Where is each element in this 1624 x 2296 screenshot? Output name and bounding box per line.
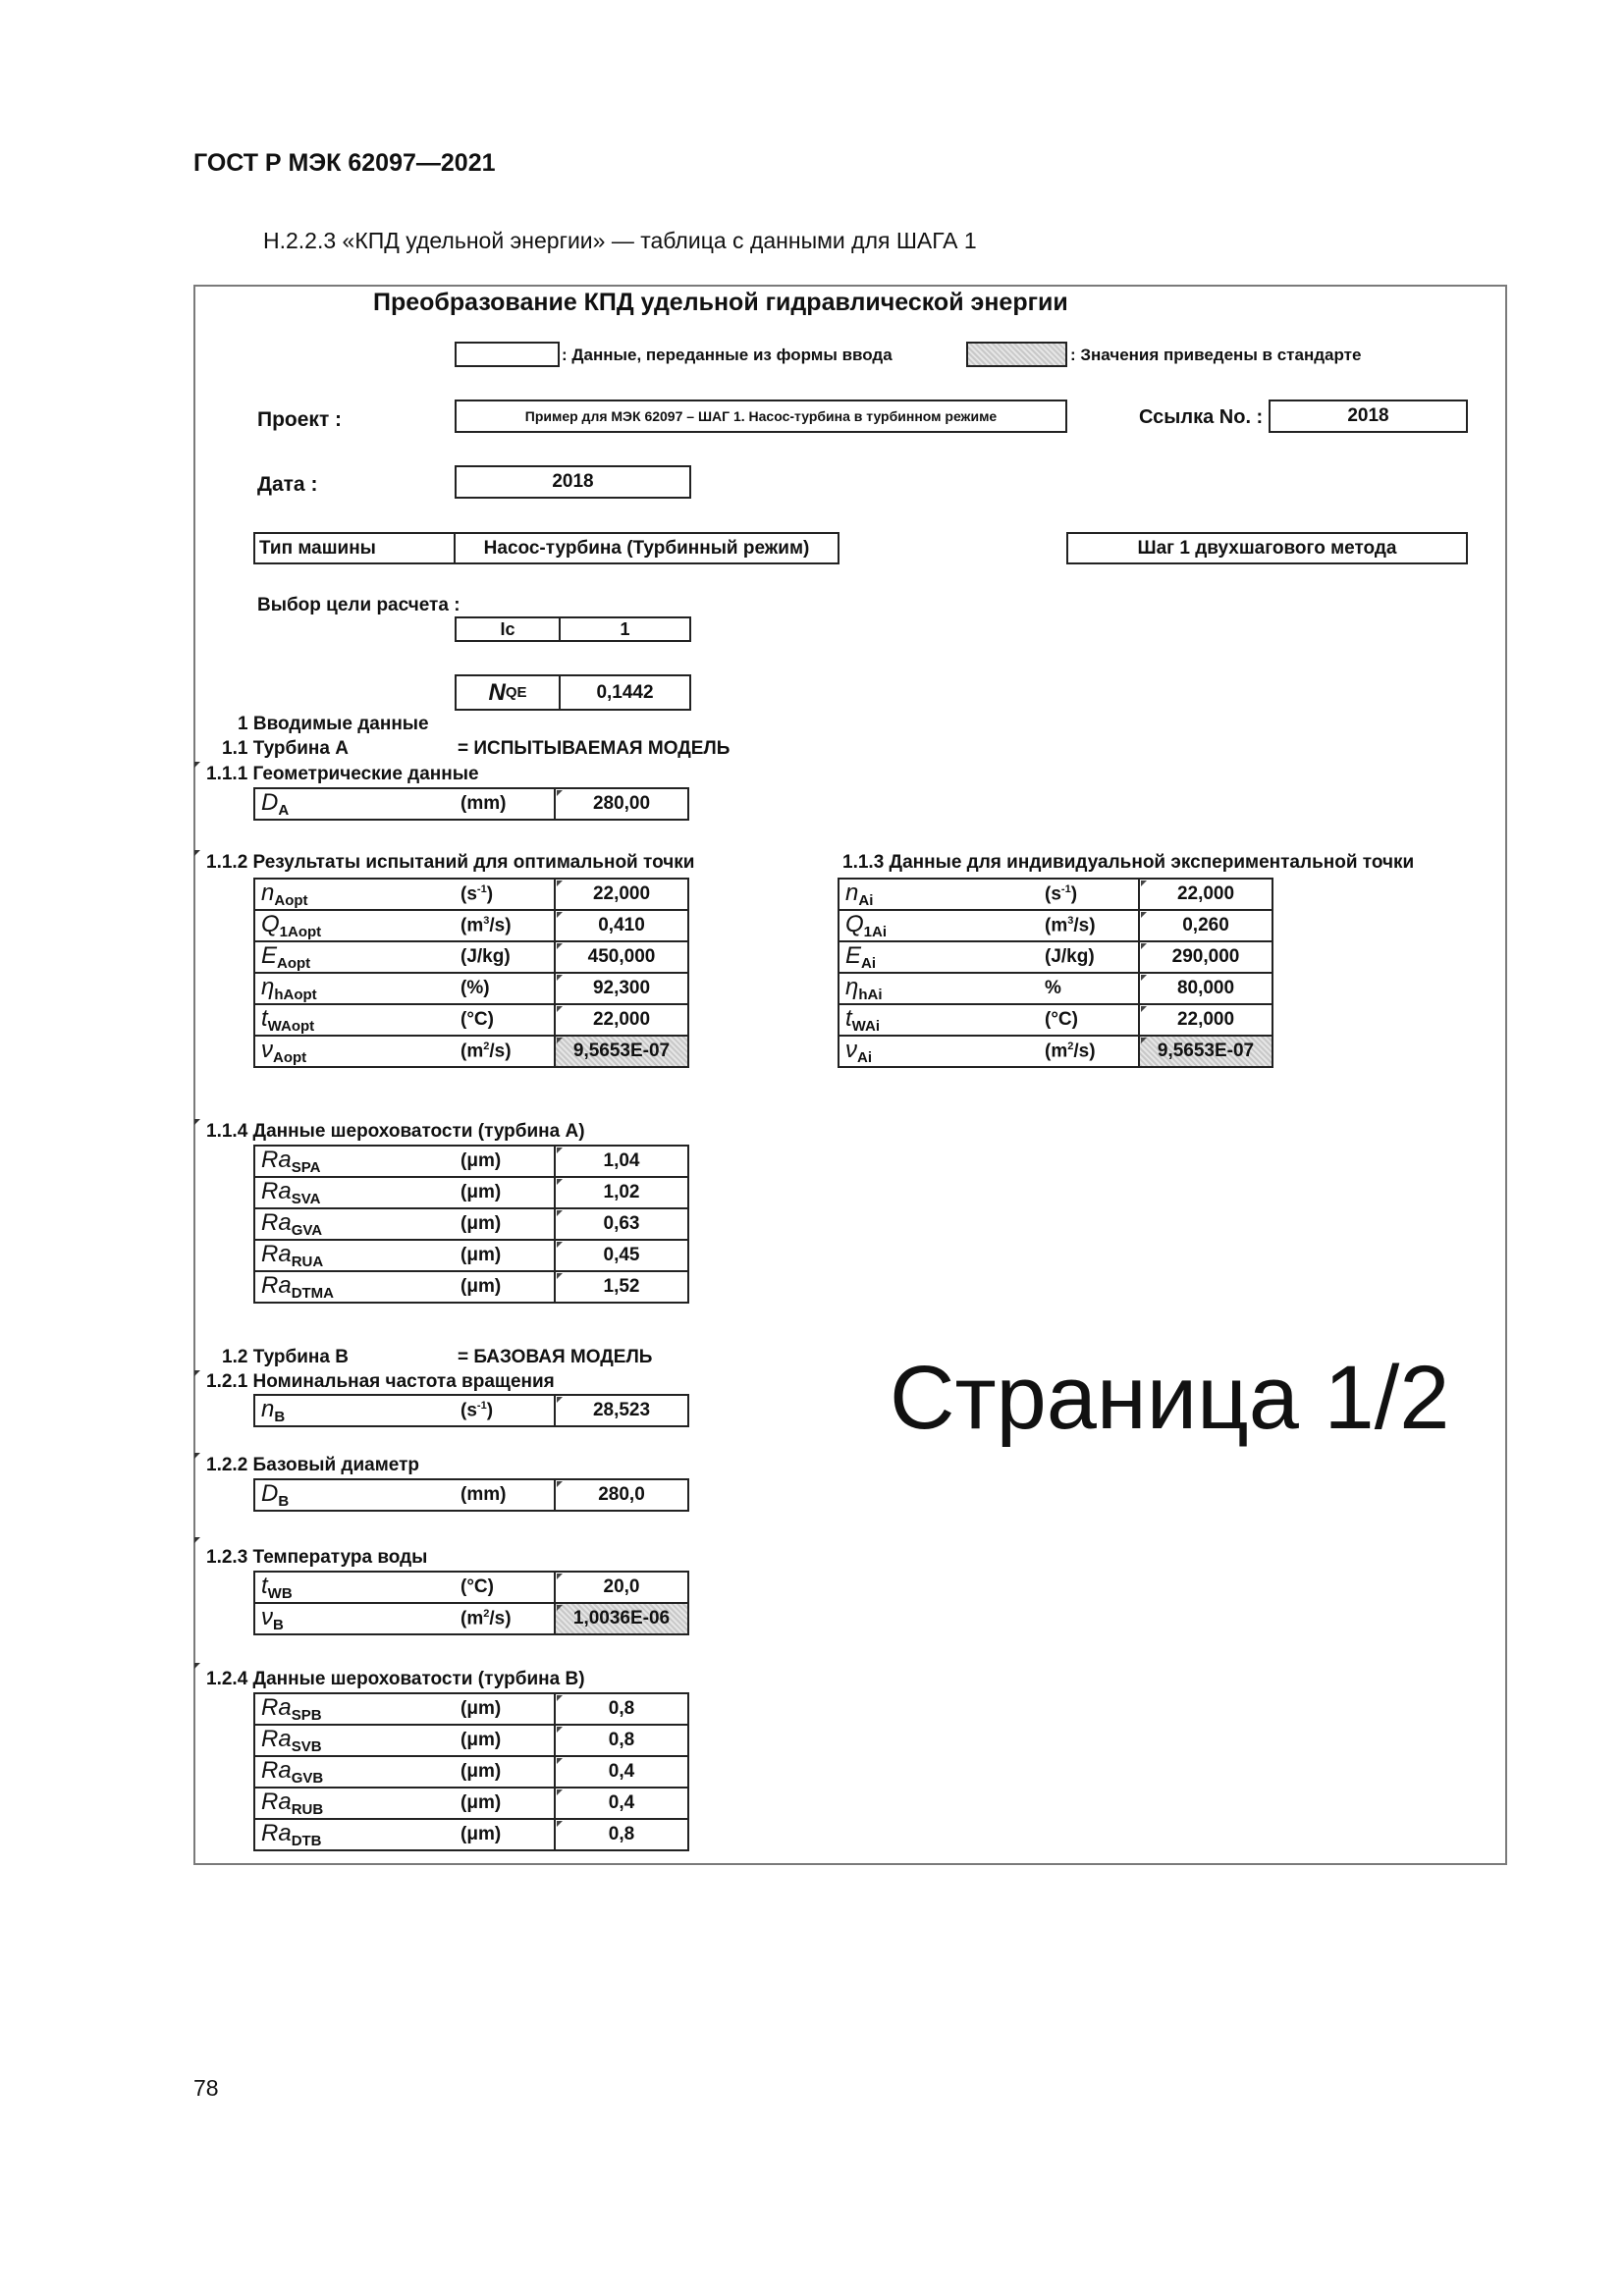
param-symbol <box>254 879 455 910</box>
geometry-table <box>253 787 689 821</box>
section-1-1-2: 1.1.2 Результаты испытаний для оптимальной точки <box>206 852 695 873</box>
param-value[interactable]: 1,0036E-06 <box>555 1603 688 1634</box>
param-unit: $(m^2/s)$ <box>1039 1036 1139 1067</box>
section-1-1-3: 1.1.3 Данные для индивидуальной экспериментальной точки <box>842 852 1415 873</box>
param-value[interactable]: 0,260 <box>1139 910 1272 941</box>
reference-field[interactable]: 2018 <box>1269 400 1468 433</box>
machine-type-label: Тип машины <box>253 532 456 564</box>
param-unit: $(m^3/s)$ <box>455 910 555 941</box>
table-row <box>254 1572 688 1603</box>
goal-value[interactable]: 1 <box>559 616 691 642</box>
param-symbol <box>254 1572 455 1603</box>
param-symbol-letter: Ra <box>261 1820 292 1846</box>
param-symbol <box>254 1240 455 1271</box>
comment-marker <box>194 1119 200 1125</box>
optimum-point-table <box>253 878 689 1068</box>
param-symbol-sub: WB <box>267 1585 293 1602</box>
param-symbol <box>839 941 1039 973</box>
param-value[interactable]: 20,0 <box>555 1572 688 1603</box>
param-symbol-sub: B <box>278 1493 290 1510</box>
param-unit: (μm) <box>455 1177 555 1208</box>
param-symbol-sub: B <box>273 1617 284 1633</box>
param-symbol-letter: ν <box>261 1037 273 1063</box>
param-symbol-sub: 1Aopt <box>279 924 322 940</box>
method-step-field[interactable]: Шаг 1 двухшагового метода <box>1066 532 1468 564</box>
date-field[interactable]: 2018 <box>455 465 691 499</box>
param-value[interactable]: 290,000 <box>1139 941 1272 973</box>
param-symbol <box>839 1036 1039 1067</box>
param-value[interactable]: 9,5653E-07 <box>1139 1036 1272 1067</box>
param-unit: $(m^2/s)$ <box>455 1036 555 1067</box>
table-row <box>839 1036 1272 1067</box>
param-symbol-letter: Ra <box>261 1694 292 1721</box>
param-symbol <box>254 1479 455 1511</box>
param-value[interactable]: 0,410 <box>555 910 688 941</box>
param-value[interactable]: 0,4 <box>555 1756 688 1788</box>
param-symbol-sub: SVA <box>291 1191 321 1207</box>
section-1-2: 1.2 Турбина В <box>222 1347 349 1367</box>
project-field[interactable]: Пример для МЭК 62097 – ШАГ 1. Насос-турбина в турбинном режиме <box>455 400 1067 433</box>
legend-standard-swatch <box>966 342 1067 367</box>
table-row <box>254 1036 688 1067</box>
param-symbol <box>254 1146 455 1177</box>
param-symbol <box>254 1004 455 1036</box>
param-symbol <box>254 1756 455 1788</box>
param-value[interactable]: 0,4 <box>555 1788 688 1819</box>
param-symbol <box>254 1271 455 1303</box>
goal-label: Выбор цели расчета : <box>257 595 460 615</box>
param-unit: (μm) <box>455 1146 555 1177</box>
param-unit: (μm) <box>455 1788 555 1819</box>
param-symbol-sub: Ai <box>858 892 874 909</box>
param-symbol-letter: n <box>845 880 859 906</box>
table-row <box>254 1788 688 1819</box>
nqe-value[interactable]: 0,1442 <box>559 674 691 711</box>
section-1-2-1: 1.2.1 Номинальная частота вращения <box>206 1371 555 1392</box>
param-value[interactable]: 280,00 <box>555 788 688 820</box>
table-row <box>839 973 1272 1004</box>
param-unit: (μm) <box>455 1693 555 1725</box>
param-symbol-sub: WAi <box>851 1018 881 1035</box>
param-unit: $(s^{-1})$ <box>1039 879 1139 910</box>
param-symbol <box>839 910 1039 941</box>
param-unit: $(m^2/s)$ <box>455 1603 555 1634</box>
table-row <box>839 941 1272 973</box>
param-symbol-sub: hAi <box>858 987 883 1003</box>
param-symbol <box>254 1395 455 1426</box>
param-symbol <box>254 1208 455 1240</box>
param-symbol-letter: D <box>261 789 279 816</box>
table-row <box>839 910 1272 941</box>
section-1-2-2: 1.2.2 Базовый диаметр <box>206 1455 420 1475</box>
machine-type-field[interactable]: Насос-турбина (Турбинный режим) <box>454 532 839 564</box>
table-row <box>254 973 688 1004</box>
table-row <box>254 910 688 941</box>
param-unit: $(s^{-1})$ <box>455 1395 555 1426</box>
param-symbol-letter: ν <box>261 1604 273 1630</box>
param-symbol-letter: Ra <box>261 1789 292 1815</box>
document-header: ГОСТ Р МЭК 62097—2021 <box>193 149 496 177</box>
param-symbol <box>839 879 1039 910</box>
param-unit: (°C) <box>455 1004 555 1036</box>
param-symbol <box>254 1819 455 1850</box>
param-value[interactable]: 0,8 <box>555 1693 688 1725</box>
param-value[interactable]: 1,52 <box>555 1271 688 1303</box>
param-symbol-letter: E <box>261 942 278 969</box>
param-symbol-letter: t <box>261 1573 268 1599</box>
param-unit: (°C) <box>1039 1004 1139 1036</box>
param-unit: (μm) <box>455 1208 555 1240</box>
goal-key: Ic <box>455 616 561 642</box>
legend-input-label: : Данные, переданные из формы ввода <box>562 346 893 364</box>
param-symbol-sub: RUB <box>291 1801 324 1818</box>
param-value[interactable]: 1,04 <box>555 1146 688 1177</box>
param-symbol-letter: ν <box>845 1037 857 1063</box>
section-1-1-1: 1.1.1 Геометрические данные <box>206 764 479 784</box>
param-symbol-sub: SPA <box>291 1159 321 1176</box>
section-1-2-note: = БАЗОВАЯ МОДЕЛЬ <box>458 1347 653 1367</box>
param-symbol-sub: SPB <box>291 1707 322 1724</box>
section-1-2-3: 1.2.3 Температура воды <box>206 1547 428 1568</box>
param-symbol-letter: Ra <box>261 1241 292 1267</box>
param-value[interactable]: 0,45 <box>555 1240 688 1271</box>
table-row <box>254 1479 688 1511</box>
param-symbol-letter: n <box>261 880 275 906</box>
param-symbol-sub: B <box>274 1409 286 1425</box>
param-symbol <box>254 1036 455 1067</box>
table-row <box>254 1146 688 1177</box>
legend-input-swatch <box>455 342 560 367</box>
param-value[interactable]: 1,02 <box>555 1177 688 1208</box>
param-value[interactable]: 280,0 <box>555 1479 688 1511</box>
param-symbol-sub: Ai <box>861 955 877 972</box>
param-symbol-letter: Ra <box>261 1209 292 1236</box>
param-symbol-sub: DTMA <box>291 1285 335 1302</box>
param-symbol-letter: Ra <box>261 1272 292 1299</box>
param-symbol-sub: Aopt <box>273 1049 307 1066</box>
section-1-1-4: 1.1.4 Данные шероховатости (турбина А) <box>206 1121 585 1142</box>
param-symbol-sub: Aopt <box>274 892 308 909</box>
param-symbol-letter: E <box>845 942 862 969</box>
table-row <box>254 788 688 820</box>
speed-b-table <box>253 1394 689 1427</box>
param-value[interactable]: 22,000 <box>555 1004 688 1036</box>
section-1-2-4: 1.2.4 Данные шероховатости (турбина В) <box>206 1669 585 1689</box>
param-symbol <box>839 973 1039 1004</box>
comment-marker <box>194 1453 200 1459</box>
project-label: Проект : <box>257 408 343 431</box>
table-row <box>254 1177 688 1208</box>
param-unit: (μm) <box>455 1725 555 1756</box>
param-unit: $(m^3/s)$ <box>1039 910 1139 941</box>
table-row <box>254 879 688 910</box>
sheet-title: Преобразование КПД удельной гидравлической энергии <box>373 289 1068 316</box>
nqe-symbol <box>455 674 561 711</box>
param-symbol <box>254 973 455 1004</box>
param-symbol-sub: DTB <box>291 1833 322 1849</box>
param-symbol-letter: Ra <box>261 1726 292 1752</box>
table-caption: Н.2.2.3 «КПД удельной энергии» — таблица с данными для ШАГА 1 <box>263 228 977 253</box>
section-1: 1 Вводимые данные <box>238 714 429 734</box>
param-unit: (μm) <box>455 1819 555 1850</box>
param-symbol-letter: t <box>261 1005 268 1032</box>
param-symbol-sub: GVB <box>291 1770 324 1787</box>
param-unit: (mm) <box>455 788 555 820</box>
nqe-symbol-sub: QE <box>505 684 527 701</box>
table-row <box>254 1725 688 1756</box>
comment-marker <box>194 1537 200 1543</box>
diameter-b-table <box>253 1478 689 1512</box>
legend-standard-label: : Значения приведены в стандарте <box>1070 346 1362 364</box>
param-symbol-sub: GVA <box>291 1222 323 1239</box>
param-unit: (μm) <box>455 1240 555 1271</box>
param-symbol <box>254 910 455 941</box>
roughness-a-table <box>253 1145 689 1304</box>
table-row <box>254 1240 688 1271</box>
roughness-b-table <box>253 1692 689 1851</box>
param-unit: (%) <box>455 973 555 1004</box>
nqe-symbol-letter: N <box>488 678 506 706</box>
param-symbol-sub: RUA <box>291 1254 324 1270</box>
table-row <box>254 1004 688 1036</box>
param-symbol-sub: Aopt <box>277 955 311 972</box>
param-symbol <box>254 1725 455 1756</box>
table-row <box>254 1395 688 1426</box>
param-symbol-letter: η <box>845 974 859 1000</box>
param-symbol-letter: t <box>845 1005 852 1032</box>
param-symbol <box>254 788 455 820</box>
param-unit: (J/kg) <box>1039 941 1139 973</box>
param-symbol-sub: A <box>278 802 290 819</box>
param-symbol-letter: η <box>261 974 275 1000</box>
param-value[interactable]: 22,000 <box>555 879 688 910</box>
table-row <box>254 941 688 973</box>
param-value[interactable]: 92,300 <box>555 973 688 1004</box>
table-row <box>254 1819 688 1850</box>
param-value[interactable]: 80,000 <box>1139 973 1272 1004</box>
param-symbol-letter: n <box>261 1396 275 1422</box>
param-unit: (μm) <box>455 1271 555 1303</box>
water-b-table <box>253 1571 689 1635</box>
param-unit: $(s^{-1})$ <box>455 879 555 910</box>
param-unit: (J/kg) <box>455 941 555 973</box>
table-row <box>254 1208 688 1240</box>
param-symbol-letter: Q <box>261 911 280 937</box>
table-row <box>254 1756 688 1788</box>
param-unit: (μm) <box>455 1756 555 1788</box>
comment-marker <box>194 762 200 768</box>
param-value[interactable]: 9,5653E-07 <box>555 1036 688 1067</box>
param-value[interactable]: 28,523 <box>555 1395 688 1426</box>
param-value[interactable]: 0,63 <box>555 1208 688 1240</box>
table-row <box>839 1004 1272 1036</box>
individual-point-table <box>838 878 1273 1068</box>
param-value[interactable]: 22,000 <box>1139 879 1272 910</box>
comment-marker <box>194 1370 200 1376</box>
reference-label: Ссылка No. : <box>1139 406 1264 428</box>
param-symbol <box>254 1693 455 1725</box>
table-row <box>839 879 1272 910</box>
param-symbol-sub: 1Ai <box>863 924 888 940</box>
comment-marker <box>194 1663 200 1669</box>
param-symbol <box>254 1603 455 1634</box>
page-stamp: Страница 1/2 <box>890 1348 1450 1448</box>
param-unit: (°C) <box>455 1572 555 1603</box>
param-symbol <box>254 941 455 973</box>
section-1-1-note: = ИСПЫТЫВАЕМАЯ МОДЕЛЬ <box>458 738 731 759</box>
param-symbol-sub: hAopt <box>274 987 317 1003</box>
section-1-1: 1.1 Турбина А <box>222 738 349 759</box>
param-unit: % <box>1039 973 1139 1004</box>
page-number: 78 <box>193 2075 219 2101</box>
param-symbol-sub: WAopt <box>267 1018 315 1035</box>
param-symbol-letter: D <box>261 1480 279 1507</box>
table-row <box>254 1603 688 1634</box>
param-symbol-letter: Q <box>845 911 864 937</box>
date-label: Дата : <box>257 473 318 496</box>
param-value[interactable]: 0,8 <box>555 1725 688 1756</box>
param-symbol-letter: Ra <box>261 1757 292 1784</box>
param-symbol <box>254 1788 455 1819</box>
param-unit: (mm) <box>455 1479 555 1511</box>
comment-marker <box>194 850 200 856</box>
table-row <box>254 1271 688 1303</box>
param-symbol-sub: SVB <box>291 1738 322 1755</box>
param-value[interactable]: 22,000 <box>1139 1004 1272 1036</box>
param-symbol <box>254 1177 455 1208</box>
param-symbol-sub: Ai <box>857 1049 872 1066</box>
param-symbol-letter: Ra <box>261 1147 292 1173</box>
param-value[interactable]: 450,000 <box>555 941 688 973</box>
param-symbol-letter: Ra <box>261 1178 292 1204</box>
param-symbol <box>839 1004 1039 1036</box>
param-value[interactable]: 0,8 <box>555 1819 688 1850</box>
table-row <box>254 1693 688 1725</box>
